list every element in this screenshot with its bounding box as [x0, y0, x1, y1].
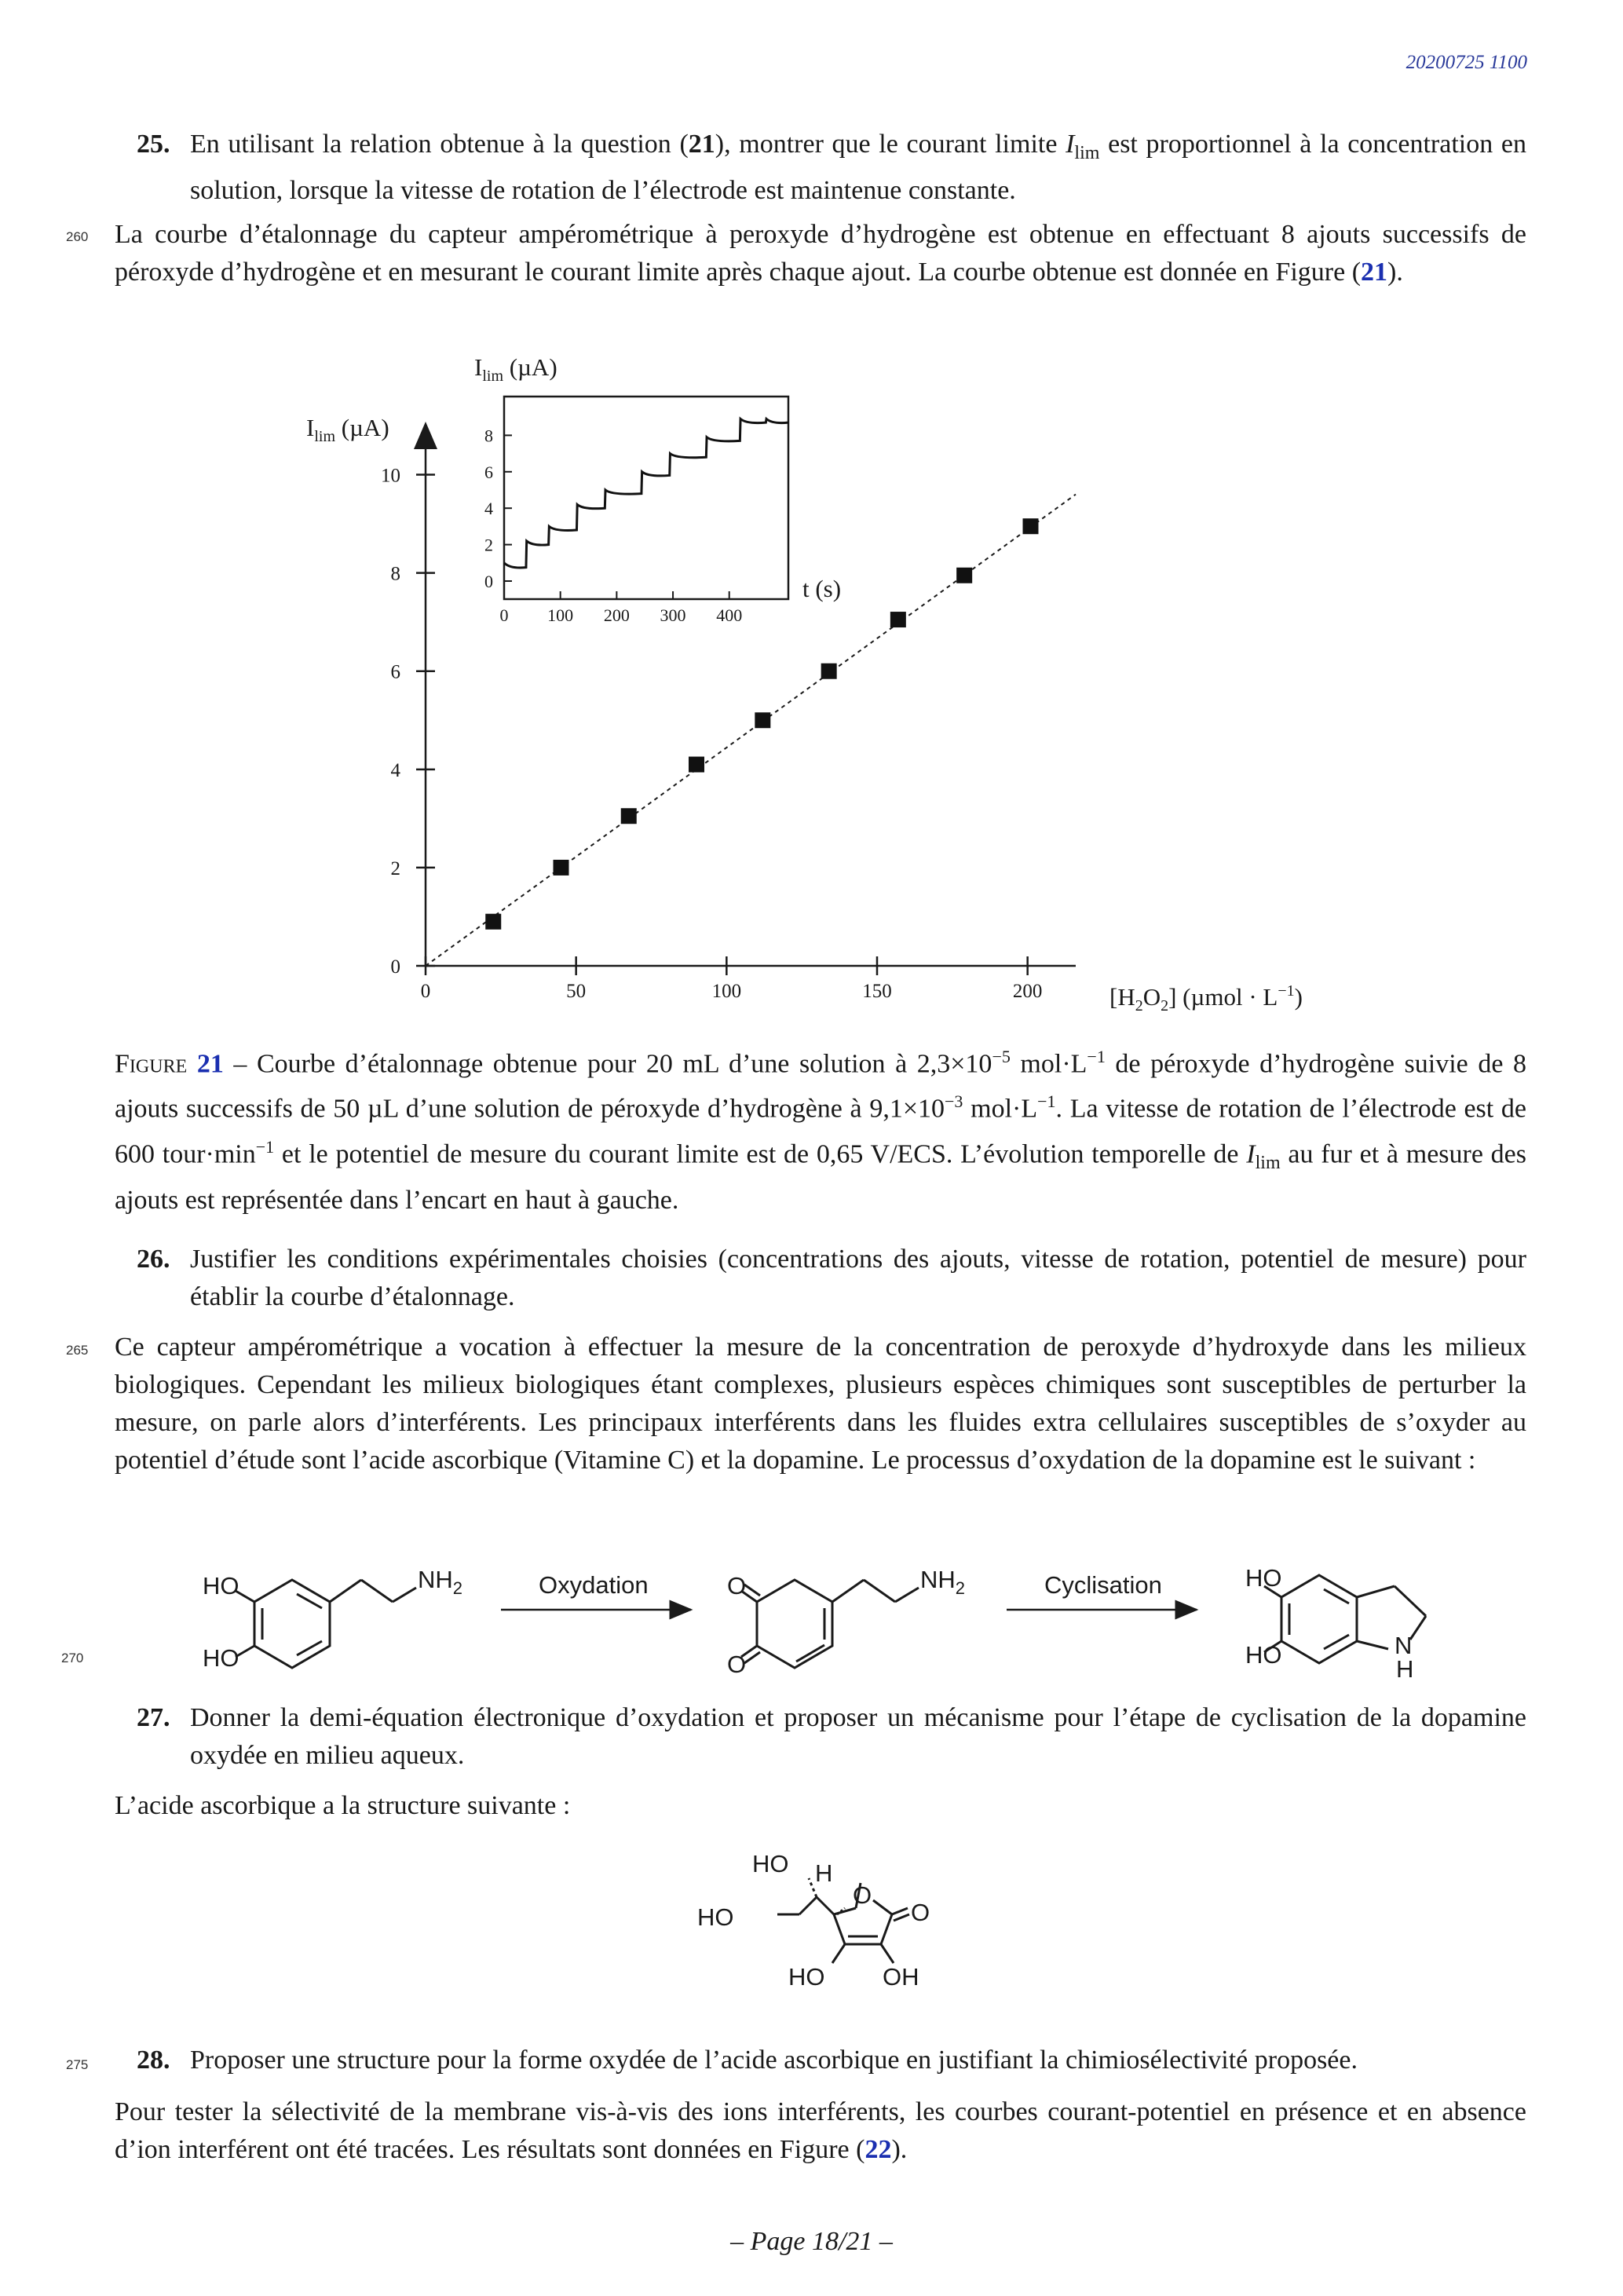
x-axis-label: $[H_2O_2] (\mu mol \cdot L^{-1})$ — [1109, 982, 1303, 1015]
inset-x-label: t (s) — [802, 575, 842, 602]
y-tick-label: 6 — [390, 661, 400, 683]
question-number: 26. — [137, 1245, 170, 1274]
svg-text:HO: HO — [788, 1963, 825, 1991]
svg-text:H: H — [1396, 1655, 1414, 1680]
inset-x-tick-label: 300 — [660, 605, 686, 625]
caption-label: Figure — [115, 1049, 188, 1079]
svg-text:O: O — [853, 1881, 872, 1909]
question-text: Proposer une structure pour la forme oxydée de l’acide ascorbique en justifiant la chimiosélectivité proposée. — [190, 2046, 1358, 2075]
inset-y-tick-label: 8 — [484, 426, 493, 446]
question-text: Justifier les conditions expérimentales choisies (concentrations des ajouts, vitesse de rotation, potentiel de mesure) pour établir la courbe d’étalonnage. — [190, 1245, 1526, 1311]
main-chart-axes — [426, 426, 1076, 966]
document-id: 20200725 1100 — [1406, 52, 1527, 73]
inset-x-tick-label: 200 — [603, 605, 630, 625]
x-tick-label: 150 — [862, 981, 892, 1002]
question-text: Donner la demi-équation électronique d’oxydation et proposer un mécanisme pour l’étape de cyclisation de la dopamine oxydée en milieu aqueux. — [190, 1703, 1526, 1770]
x-tick-label: 200 — [1012, 981, 1043, 1002]
main-chart-ticks — [381, 466, 1042, 1002]
line-number: 275 — [66, 2057, 89, 2072]
svg-text:HO: HO — [697, 1903, 734, 1931]
inset-x-tick-label: 0 — [499, 605, 509, 625]
calibration-chart — [0, 0, 1623, 1036]
y-tick-label: 8 — [390, 563, 400, 585]
inset-y-tick-label: 6 — [484, 462, 493, 482]
page-number: – Page 18/21 – — [730, 2227, 893, 2256]
y-tick-label: 4 — [390, 759, 400, 781]
data-point — [956, 568, 972, 583]
fit-line — [426, 495, 1076, 966]
inset-y-tick-label: 4 — [484, 499, 493, 519]
figure-link[interactable]: 21 — [1361, 258, 1388, 287]
data-point — [755, 712, 770, 728]
inset-ticks — [484, 426, 742, 625]
step-oxydation-label: Oxydation — [539, 1571, 649, 1599]
svg-text:O: O — [911, 1899, 930, 1926]
question-text: En utilisant la relation obtenue à la question (21), montrer que le courant limite $I_{lim}$ est proportionnel à la concentration en solution, lorsque la vitesse de rotation de l’électrode est maintenue constante. — [190, 130, 1526, 205]
svg-text:NH2: $NH_2$ — [418, 1566, 463, 1598]
dopamine-quinone-structure — [741, 1580, 919, 1671]
inset-trace — [504, 419, 788, 568]
svg-text:HO: HO — [1245, 1564, 1282, 1592]
inset-x-tick-label: 400 — [716, 605, 743, 625]
line-number: 265 — [66, 1343, 89, 1358]
data-point — [689, 757, 704, 773]
svg-text:O: O — [727, 1572, 747, 1600]
paragraph-selectivity: Pour tester la sélectivité de la membrane vis-à-vis des ions interférents, les courbes courant-potentiel en présence et en absence d’ion interférent ont été tracées. Les résultats sont données en Figure (22). — [115, 2097, 1526, 2164]
data-point — [621, 808, 637, 824]
svg-text:N: N — [1395, 1632, 1413, 1659]
data-point — [554, 860, 569, 876]
question-26 — [137, 1241, 1526, 1316]
question-28 — [137, 2042, 1526, 2079]
ascorbic-acid-structure — [0, 1845, 1623, 1994]
svg-text:HO: HO — [203, 1644, 239, 1672]
figure-caption: Figure 21 – Courbe d’étalonnage obtenue pour 20 mL d’une solution à $2,3\times 10^{-5}$ $mol\cdot L^{-1}$ de péroxyde d’hydrogène suivie de 8 ajouts successifs de 50 µL d’une solution de péroxyde d’hydrogène à $9,1\times 10^{-3}$ $mol\cdot L^{-1}$. La vitesse de rotation de l’électrode est de 600 $tour\cdot\min^{-1}$ et le potentiel de mesure du courant limite est de 0,65 V/ECS. L’évolution temporelle de $I_{lim}$ au fur et à mesure des ajouts est représentée dans l’encart en haut à gauche. — [115, 1047, 1527, 1215]
svg-text:HO: HO — [1245, 1641, 1282, 1669]
main-chart-marks — [426, 495, 1076, 966]
y-tick-label: 10 — [381, 465, 400, 487]
inset-y-tick-label: 2 — [484, 535, 493, 555]
svg-text:NH2: $NH_2$ — [920, 1566, 966, 1598]
line-number: 260 — [66, 229, 89, 244]
paragraph-ascorbic: L’acide ascorbique a la structure suivante : — [115, 1791, 571, 1820]
dopamine-oxidation-scheme — [0, 1531, 1623, 1680]
data-point — [821, 664, 837, 679]
inset-x-tick-label: 100 — [547, 605, 574, 625]
question-number: 28. — [137, 2046, 170, 2075]
paragraph-interferents: Ce capteur ampérométrique a vocation à effectuer la mesure de la concentration de peroxyde d’hydroxyde dans les milieux biologiques. Cependant les milieux biologiques étant complexes, plusieurs espèces chimiques sont susceptibles de perturber la mesure, on parle alors d’interférents. Les principaux interférents dans les fluides extra cellulaires susceptibles de s’oxyder au potentiel d’étude sont l’acide ascorbique (Vitamine C) et la dopamine. Le processus d’oxydation de la dopamine est le suivant : — [115, 1333, 1526, 1475]
caption-figure-number[interactable]: 21 — [196, 1049, 224, 1079]
question-number: 25. — [137, 130, 170, 159]
svg-text:O: O — [727, 1651, 747, 1678]
data-point — [890, 612, 906, 627]
inset-frame — [504, 397, 788, 599]
step-cyclisation-label: Cyclisation — [1044, 1571, 1162, 1599]
y-tick-label: 2 — [390, 857, 400, 879]
question-number: 27. — [137, 1703, 170, 1732]
paragraph-calibration: La courbe d’étalonnage du capteur ampérométrique à peroxyde d’hydrogène est obtenue en effectuant 8 ajouts successifs de péroxyde d’hydrogène et en mesurant le courant limite après chaque ajout. La courbe obtenue est donnée en Figure (21). — [115, 220, 1526, 287]
y-axis-label: $I_{lim}$ (µA) — [306, 414, 389, 445]
inset-y-label: $I_{lim}$ (µA) — [474, 353, 557, 385]
inset-y-tick-label: 0 — [484, 572, 493, 591]
data-point — [1023, 518, 1039, 534]
line-number: 270 — [61, 1651, 84, 1665]
svg-text:HO: HO — [752, 1850, 789, 1877]
x-tick-label: 0 — [420, 981, 431, 1002]
x-tick-label: 50 — [566, 981, 587, 1002]
inset-current-trace — [504, 419, 788, 568]
question-27 — [137, 1699, 1526, 1775]
svg-text:HO: HO — [203, 1572, 239, 1600]
x-tick-label: 100 — [711, 981, 742, 1002]
y-tick-label: 0 — [390, 956, 400, 978]
figure-link[interactable]: 22 — [865, 2135, 892, 2164]
svg-text:OH: OH — [883, 1963, 919, 1991]
data-point — [485, 914, 501, 930]
svg-text:H: H — [815, 1859, 833, 1887]
dopamine-structure — [236, 1580, 416, 1668]
